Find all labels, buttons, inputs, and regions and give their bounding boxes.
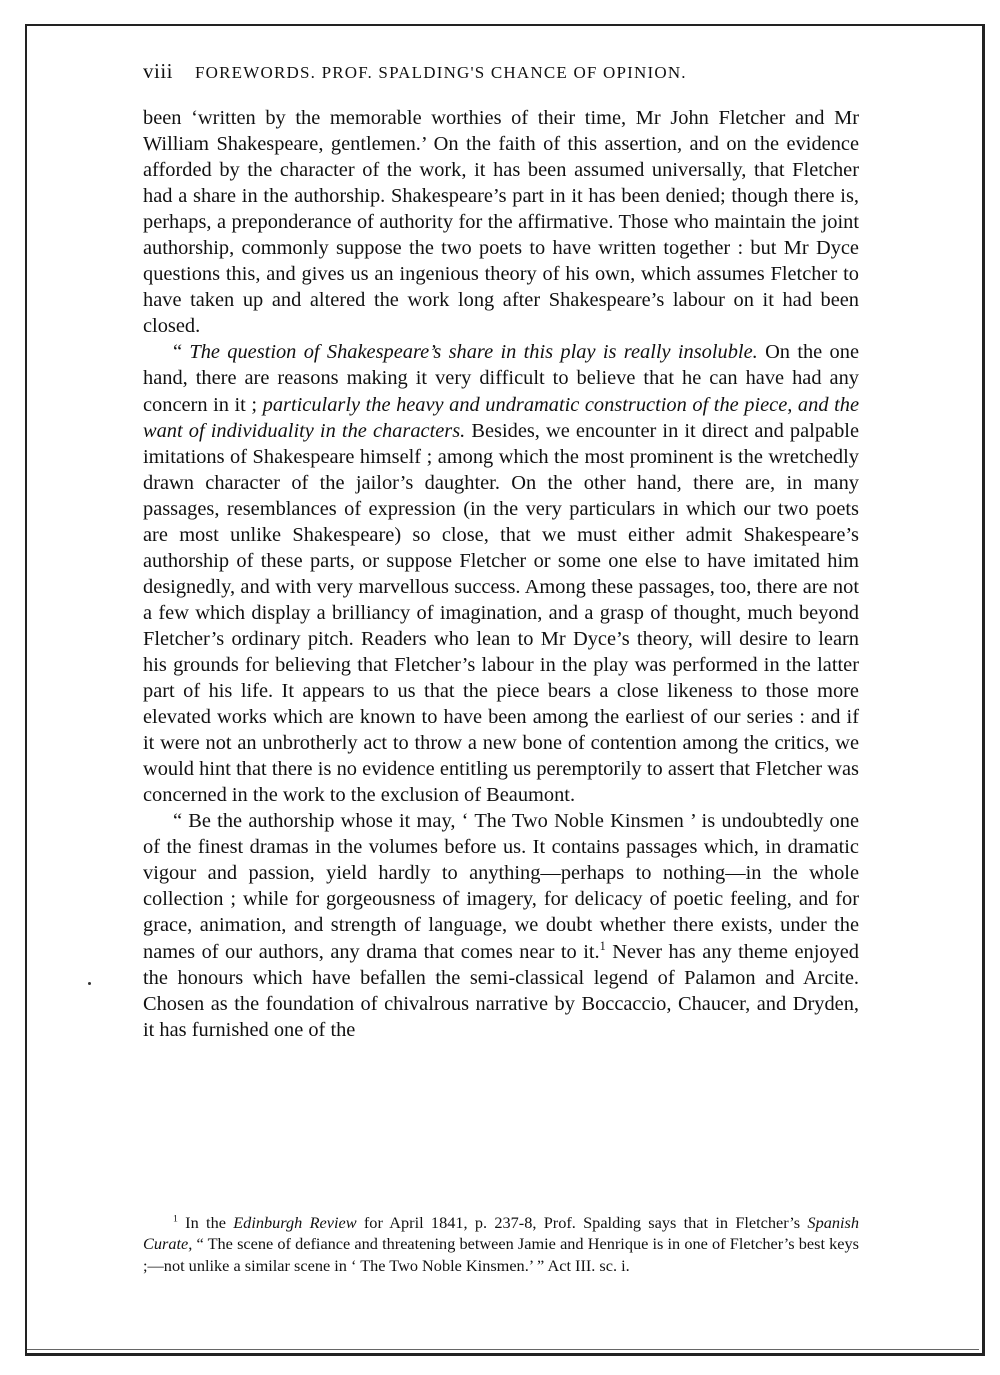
- paragraph-3-text-1: “ Be the authorship whose it may, ‘ The Two Noble Kinsmen ’ is undoubtedly one of the finest dramas in the volumes before us. It contains passages which, in dramatic vigour and passion, yield hardly to anything—perhaps to nothing—in the whole collection ; while for gorgeousness of imagery, for delicacy of poetic feeling, and for grace, animation, and strength of language, we doubt whether there exists, under the names of our authors, any drama that comes near to it.: [143, 810, 859, 963]
- running-title: FOREWORDS. PROF. SPALDING'S CHANCE OF OPINION.: [195, 63, 687, 82]
- footnote: [143, 1212, 859, 1276]
- footnote-marker: 1: [173, 1213, 178, 1225]
- footnote-italic-1: Edinburgh Review: [233, 1213, 357, 1232]
- paragraph-2-text-1: On the one hand, there are reasons making it very difficult to believe that he can have had any concern in it ;: [143, 341, 859, 416]
- footnote-1: [143, 1212, 859, 1276]
- paragraph-3-text-2: Never has any theme enjoyed the honours which have befallen the semi-classical legend of Palamon and Arcite. Chosen as the foundation of chivalrous narrative by Boccaccio, Chaucer, and Dryden, it has furnished one of the: [143, 940, 859, 1041]
- footnote-text-3: “ The scene of defiance and threatening between Jamie and Henrique is in one of Fletcher’s best keys ;—not unlike a similar scene in ‘ The Two Noble Kinsmen.’ ” Act III. sc. i.: [143, 1234, 859, 1275]
- open-quote: “: [173, 341, 190, 364]
- paragraph-1: been ‘written by the memorable worthies of their time, Mr John Fletcher and Mr William Shakespeare, gentlemen.’ On the faith of this assertion, and on the evidence afforded by the character of the work, it has been assumed universally, that Fletcher had a share in the authorship. Shakespeare’s part in it has been denied; though there is, perhaps, a preponderance of authority for the affirmative. Those who maintain the joint authorship, commonly suppose the two poets to have written together : but Mr Dyce questions this, and gives us an ingenious theory of his own, which assumes Fletcher to have taken up and altered the work long after Shakespeare’s labour on it had been closed.: [143, 107, 859, 338]
- footnote-reference: 1: [599, 938, 606, 953]
- paragraph-2: [143, 339, 859, 808]
- margin-speck: [88, 982, 91, 985]
- paragraph-3: [143, 808, 859, 1042]
- italic-passage-1: The question of Shakespeare’s share in this play is really insoluble.: [189, 341, 758, 364]
- running-header: [143, 59, 863, 84]
- paragraph-2-text-2: Besides, we encounter in it direct and palpable imitations of Shakespeare himself ; among which the most prominent is the wretchedly drawn character of the jailor’s daughter. On the other hand, there are, in many passages, resemblances of expression (in the very particulars in which our two poets are most unlike Shakespeare) so close, that we must either admit Shakespeare’s authorship of these parts, or suppose Fletcher or some one else to have imitated him designedly, and with very marvellous success. Among these passages, too, there are not a few which display a brilliancy of imagination, and a grasp of thought, much beyond Fletcher’s ordinary pitch. Readers who lean to Mr Dyce’s theory, will desire to learn his grounds for believing that Fletcher’s labour in the play was performed in the latter part of his life. It appears to us that the piece bears a close likeness to those more elevated works which are known to have been among the earliest of our series : and if it were not an unbrotherly act to throw a new bone of contention among the critics, we would hint that there is no evidence entitling us peremptorily to assert that Fletcher was concerned in the work to the exclusion of Beaumont.: [143, 419, 859, 807]
- bottom-rule: [27, 1349, 979, 1350]
- footnote-italic-2: Spanish Curate,: [143, 1213, 859, 1254]
- page-number: viii: [143, 59, 174, 83]
- italic-passage-2: particularly the heavy and undramatic construction of the piece, and the want of individuality in the characters.: [143, 393, 859, 442]
- footnote-text-2: for April 1841, p. 237-8, Prof. Spalding says that in Fletcher’s: [356, 1213, 808, 1232]
- body-text: [143, 105, 859, 1043]
- footnote-text-1: In the: [177, 1213, 234, 1232]
